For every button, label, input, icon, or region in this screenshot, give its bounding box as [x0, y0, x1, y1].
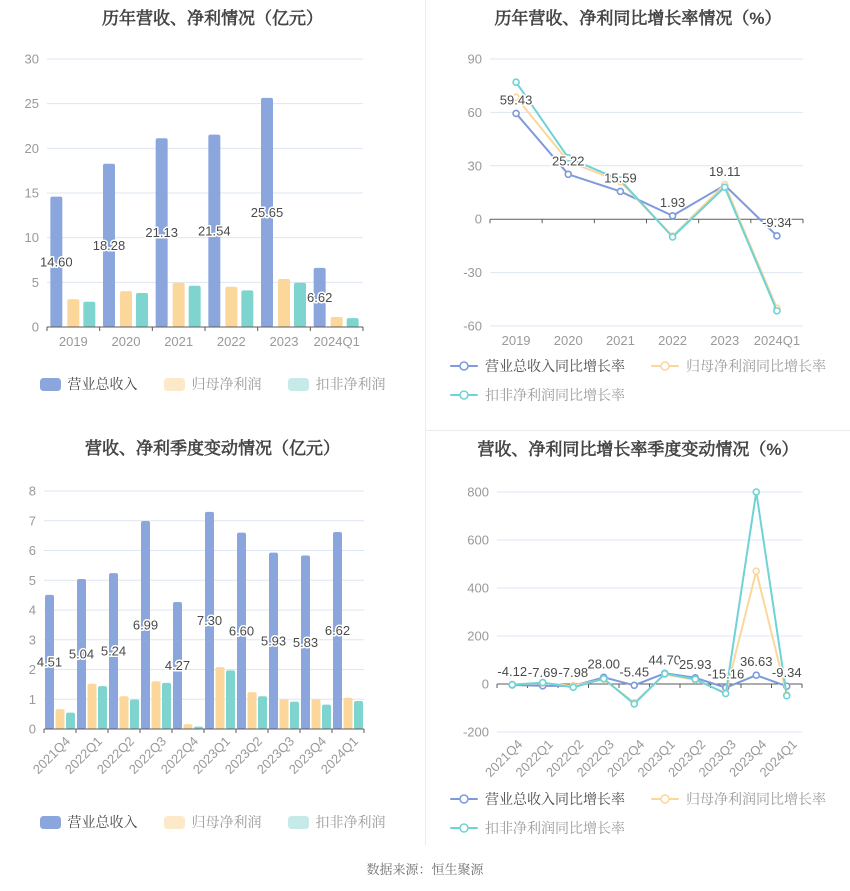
legend-item-net-profit-growth[interactable]	[651, 356, 826, 376]
legend-line-icon	[450, 360, 478, 372]
x-axis-labels	[482, 737, 800, 780]
legend-swatch-icon	[288, 378, 309, 391]
x-axis-label: 2024Q1	[317, 733, 362, 777]
data-point	[617, 188, 623, 194]
bar	[120, 696, 129, 729]
legend-row	[450, 789, 826, 809]
bar	[173, 283, 185, 327]
data-point	[662, 671, 668, 677]
data-point	[565, 171, 571, 177]
value-label: 6.99	[132, 617, 159, 633]
x-axis-label: 2022Q4	[157, 733, 202, 777]
y-axis-label: -200	[462, 724, 489, 740]
bar	[136, 293, 148, 327]
legend-label: 营业总收入	[67, 814, 138, 830]
y-axis-label: 1	[28, 691, 36, 707]
legend-label: 营业总收入同比增长率	[485, 791, 625, 807]
data-point	[509, 682, 515, 688]
legend-item-revenue-growth[interactable]	[450, 789, 625, 809]
legend-label: 营业总收入	[67, 376, 138, 392]
legend-item-non-gaap-profit[interactable]	[288, 812, 386, 832]
data-point	[601, 676, 607, 682]
legend-item-net-profit-growth[interactable]	[651, 789, 826, 809]
x-axis-label: 2023	[269, 334, 299, 349]
data-point	[692, 676, 698, 682]
legend-label: 归母净利润同比增长率	[686, 791, 826, 807]
data-point	[784, 693, 790, 699]
value-label: 25.93	[678, 656, 712, 672]
bar	[290, 702, 299, 729]
value-label: -7.69	[527, 664, 558, 680]
value-label: 25.22	[551, 153, 585, 169]
y-axis-label: 4	[28, 602, 36, 618]
bar	[354, 701, 363, 729]
legend-item-net-profit[interactable]	[164, 812, 262, 832]
chart-legend	[426, 789, 850, 838]
x-axis-label: 2023Q2	[665, 736, 709, 780]
bar	[56, 709, 65, 729]
legend-swatch-icon	[164, 378, 185, 391]
legend-inner	[40, 374, 386, 394]
chart-legend	[426, 356, 850, 405]
y-axis-label: 30	[24, 51, 39, 67]
value-label: 19.11	[708, 164, 741, 180]
bar	[152, 681, 161, 729]
panel-quarterly-amount	[0, 430, 425, 845]
legend-item-net-profit[interactable]	[164, 374, 262, 394]
panel-quarterly-growth	[425, 430, 850, 845]
x-axis-label: 2022Q2	[543, 736, 587, 780]
x-axis-label: 2019	[58, 334, 88, 349]
x-axis-label: 2023Q3	[253, 733, 298, 777]
x-axis-label: 2022Q4	[604, 736, 648, 780]
y-axis-label: 0	[474, 211, 482, 227]
chart-title-yearly-growth: 历年营收、净利同比增长率情况（%）	[494, 9, 782, 28]
data-point	[513, 110, 519, 116]
value-label: 28.00	[587, 656, 621, 672]
value-label: 4.51	[36, 654, 63, 670]
y-axis-label: 5	[28, 572, 36, 588]
y-axis-label: 7	[28, 513, 36, 529]
legend-label: 扣非净利润同比增长率	[485, 387, 625, 403]
bar	[216, 667, 225, 729]
data-point	[753, 672, 759, 678]
y-axis-label: -30	[463, 265, 482, 281]
legend-line-icon	[450, 389, 478, 401]
legend-label: 归母净利润	[191, 814, 262, 830]
y-axis-label: 200	[467, 628, 489, 644]
value-label: 59.43	[499, 92, 533, 108]
legend-inner	[450, 789, 826, 838]
value-label: 5.04	[68, 646, 95, 662]
value-label: 15.59	[604, 170, 637, 186]
legend-label: 归母净利润同比增长率	[686, 358, 826, 374]
legend-row	[40, 812, 386, 832]
x-axis-label: 2023	[710, 333, 740, 348]
y-axis-label: 25	[24, 96, 39, 112]
value-label: -7.98	[558, 664, 589, 680]
x-axis-label: 2022Q3	[573, 736, 617, 780]
x-axis-label: 2022Q1	[61, 733, 106, 777]
value-label: 25.65	[250, 204, 284, 220]
x-axis	[490, 219, 803, 223]
bar	[344, 698, 353, 729]
panel-yearly-growth	[425, 0, 850, 430]
bar	[83, 302, 95, 327]
y-axis-label: 3	[28, 632, 36, 648]
y-axis-label: 2	[28, 662, 36, 677]
value-label: 18.28	[92, 237, 126, 253]
legend-label: 扣非净利润同比增长率	[485, 820, 625, 836]
legend-line-icon	[450, 793, 478, 805]
data-point	[570, 684, 576, 690]
value-label: 21.13	[145, 225, 178, 241]
bar	[225, 287, 237, 327]
chart-title-quarterly-amount: 营收、净利季度变动情况（亿元）	[85, 439, 340, 458]
legend-swatch-icon	[40, 816, 61, 829]
x-axis-label: 2022	[216, 334, 246, 349]
y-axis-label: 0	[28, 721, 36, 737]
legend-label: 营业总收入同比增长率	[485, 358, 625, 374]
x-axis	[47, 327, 363, 331]
x-axis-label: 2023Q1	[189, 733, 234, 777]
bar	[248, 692, 257, 729]
value-label: 4.27	[164, 657, 191, 673]
value-label: 36.63	[739, 654, 773, 670]
data-point	[774, 308, 780, 314]
bar	[226, 670, 235, 729]
legend-item-revenue[interactable]	[40, 812, 138, 832]
x-axis-label: 2024Q1	[313, 334, 360, 349]
y-axis-label: 15	[24, 185, 39, 201]
x-axis-label: 2021Q4	[482, 736, 526, 780]
data-point	[513, 79, 519, 85]
series-line	[512, 571, 787, 703]
value-label: 6.60	[228, 623, 255, 639]
x-axis-label: 2021Q4	[29, 733, 74, 777]
x-axis-label: 2023Q2	[221, 733, 266, 777]
value-label: 1.93	[659, 194, 686, 210]
chart-legend	[0, 374, 425, 394]
value-label: -15.16	[707, 666, 745, 682]
legend-row	[450, 356, 826, 376]
data-source: 数据来源：恒生聚源	[366, 861, 484, 877]
bar	[130, 700, 139, 729]
x-axis	[44, 729, 364, 733]
value-label: -4.12	[497, 663, 528, 679]
value-label: 14.60	[40, 254, 73, 270]
data-point	[631, 682, 637, 688]
value-label: 21.54	[198, 223, 231, 239]
legend-row	[450, 818, 625, 838]
chart-legend	[0, 812, 425, 832]
x-axis-label: 2020	[553, 333, 583, 348]
legend-inner	[450, 356, 826, 405]
y-axis-label: 800	[467, 484, 489, 500]
bar	[66, 713, 75, 729]
legend-line-icon	[651, 793, 679, 805]
bar	[294, 283, 306, 327]
x-axis-label: 2022	[658, 333, 688, 348]
legend-label: 归母净利润	[191, 376, 262, 392]
bar	[88, 684, 97, 729]
x-axis-label: 2024Q1	[753, 333, 801, 348]
legend-label: 扣非净利润	[315, 376, 386, 392]
legend-item-non-gaap-profit-growth[interactable]	[450, 818, 625, 838]
value-label: 5.83	[292, 634, 319, 650]
value-label: -5.45	[619, 664, 650, 680]
value-label: 6.62	[307, 289, 333, 305]
value-label: 5.93	[260, 633, 287, 649]
legend-item-non-gaap-profit[interactable]	[288, 374, 386, 394]
legend-swatch-icon	[40, 378, 61, 391]
bar	[67, 299, 79, 327]
bar	[347, 318, 359, 327]
data-point	[670, 234, 676, 240]
y-axis-label: 6	[28, 543, 36, 558]
y-axis-label: -60	[463, 318, 482, 334]
chart-title-quarterly-growth: 营收、净利同比增长率季度变动情况（%）	[477, 440, 799, 459]
bar	[189, 286, 201, 327]
x-axis-label: 2021	[164, 334, 194, 349]
legend-line-icon	[651, 360, 679, 372]
x-axis-labels	[502, 333, 800, 348]
line-series-non-gaap-profit-growth	[513, 79, 780, 314]
x-axis-label: 2022Q1	[512, 736, 556, 780]
bar	[241, 290, 253, 327]
data-point	[723, 691, 729, 697]
quarterly-growth-chart	[426, 431, 850, 845]
value-label: 7.30	[196, 612, 223, 628]
x-axis-label: 2023Q3	[695, 736, 739, 780]
y-axis-label: 20	[24, 140, 39, 156]
x-axis-label: 2023Q4	[726, 736, 770, 780]
y-axis-label: 0	[481, 676, 489, 692]
y-axis-label: 0	[31, 319, 39, 335]
y-axis-label: 10	[24, 230, 39, 246]
quarterly-amount-chart	[0, 430, 425, 845]
x-axis-labels	[59, 334, 360, 349]
legend-item-non-gaap-profit-growth[interactable]	[450, 385, 625, 405]
data-point	[774, 233, 780, 239]
value-label: 5.24	[100, 643, 127, 659]
panel-yearly-amount	[0, 0, 425, 430]
x-axis-label: 2022Q2	[93, 733, 138, 777]
x-axis-labels	[30, 734, 361, 777]
x-axis-label: 2019	[501, 333, 531, 348]
y-axis-label: 90	[467, 51, 482, 67]
bar	[312, 699, 321, 729]
x-axis-label: 2023Q4	[285, 733, 330, 777]
bar	[98, 686, 107, 729]
bar	[280, 699, 289, 729]
x-axis-label: 2024Q1	[756, 736, 800, 780]
x-axis-label: 2023Q1	[634, 736, 678, 780]
value-label: 44.70	[648, 652, 682, 668]
value-label: -9.34	[771, 665, 802, 681]
legend-label: 扣非净利润	[315, 814, 386, 830]
value-label: -9.34	[762, 214, 792, 230]
legend-swatch-icon	[164, 816, 185, 829]
legend-line-icon	[450, 822, 478, 834]
legend-inner	[40, 812, 386, 832]
bar	[322, 705, 331, 729]
yearly-amount-chart	[0, 0, 425, 430]
y-axis-label: 400	[467, 580, 489, 596]
y-axis-label: 600	[467, 532, 489, 548]
bar	[120, 291, 132, 327]
y-axis-label: 5	[31, 274, 39, 290]
data-point	[670, 213, 676, 219]
bar	[162, 683, 171, 729]
value-label: 6.62	[324, 623, 351, 639]
legend-swatch-icon	[288, 816, 309, 829]
data-point	[631, 701, 637, 707]
x-axis-label: 2022Q3	[125, 733, 170, 777]
x-axis-label: 2020	[111, 334, 141, 349]
chart-title-yearly-amount: 历年营收、净利情况（亿元）	[102, 9, 323, 28]
data-point	[540, 680, 546, 686]
legend-item-revenue[interactable]	[40, 374, 138, 394]
data-point	[753, 568, 759, 574]
data-point	[722, 184, 728, 190]
x-axis-label: 2021	[605, 333, 635, 348]
y-axis-label: 8	[28, 483, 36, 499]
legend-row	[40, 374, 386, 394]
data-point	[753, 489, 759, 495]
bar	[184, 724, 193, 729]
y-axis-label: 60	[467, 104, 482, 120]
bar	[331, 317, 343, 327]
bar	[258, 696, 267, 729]
y-axis-label: 30	[467, 158, 482, 174]
bar	[278, 279, 290, 327]
legend-item-revenue-growth[interactable]	[450, 356, 625, 376]
legend-row	[450, 385, 625, 405]
